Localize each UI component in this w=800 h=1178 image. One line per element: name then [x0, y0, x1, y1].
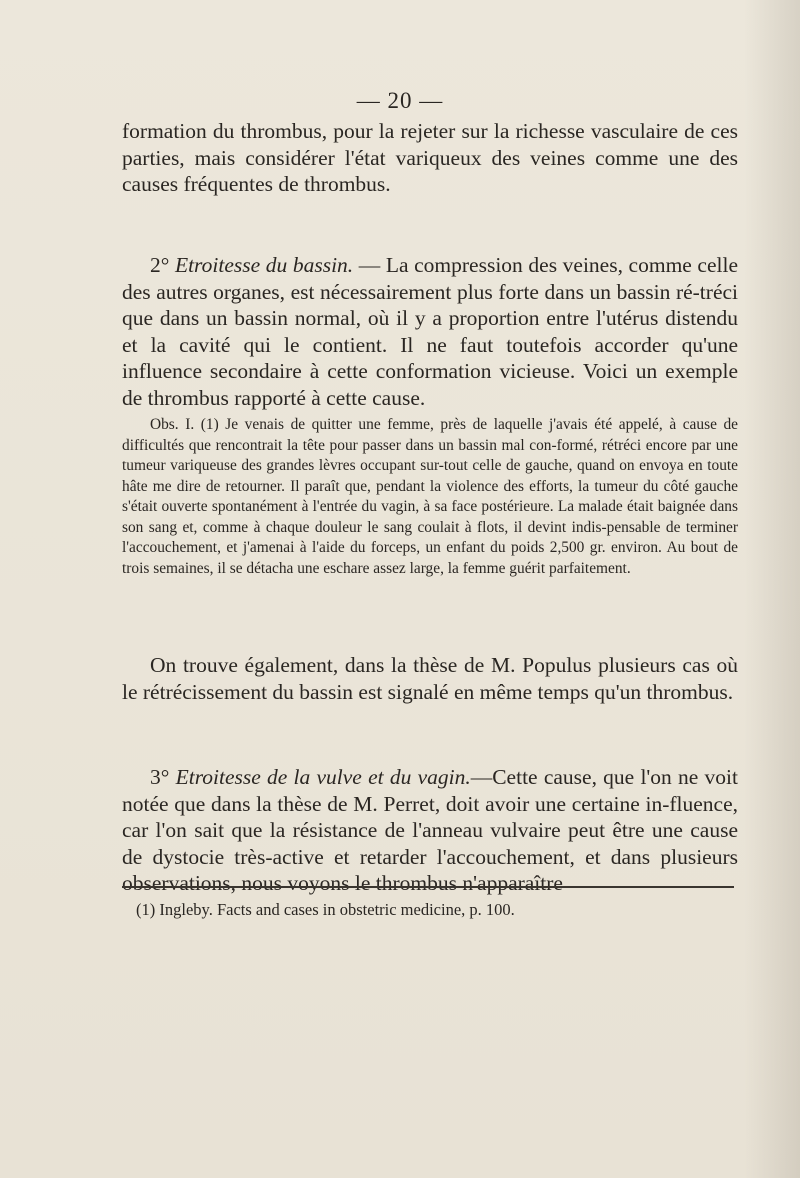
- section-heading: Etroitesse du bassin.: [174, 253, 354, 277]
- paragraph-continuation: [122, 118, 738, 198]
- paragraph-text: formation du thrombus, pour la rejeter sur la richesse vasculaire de ces parties, mais considérer l'état variqueux des veines comme une des causes fréquentes de thrombus.: [122, 119, 738, 197]
- section-number: 2°: [150, 253, 170, 277]
- footnote: (1) Ingleby. Facts and cases in obstetric medicine, p. 100.: [136, 900, 515, 919]
- section-heading: Etroitesse de la vulve et du vagin.: [175, 765, 471, 789]
- section-body: — La compression des veines, comme celle des autres organes, est nécessairement plus forte dans un bassin ré-tréci que dans un bassin normal, où il y a proportion entre l'utérus distendu et la cavité qui le contient. Il ne faut toutefois accorder qu'une influence secondaire à cette conformation vicieuse. Voici un exemple de thrombus rapporté à cette cause.: [122, 253, 738, 410]
- paragraph-text: On trouve également, dans la thèse de M. Populus plusieurs cas où le rétrécissement du bassin est signalé en même temps qu'un thrombus.: [122, 653, 738, 704]
- section-narrow-pelvis: [122, 252, 738, 412]
- section-number: 3°: [150, 765, 170, 789]
- section-narrow-vulva: [122, 764, 738, 897]
- page-number: — 20 —: [356, 88, 444, 113]
- footnote-divider: [122, 886, 734, 888]
- observation-body: Je venais de quitter une femme, près de laquelle j'avais été appelé, à cause de difficultés que rencontrait la tête pour passer dans un bassin mal con-formé, rétréci encore par une tumeur variqueuse des grandes lèvres occupant sur-tout celle de gauche, quand on envoya en toute hâte me dire de retourner. Il paraît que, pendant la violence des efforts, la tumeur du côté gauche s'était ouverte spontanément à l'entrée du vagin, à sa face postérieure. La malade était baignée dans son sang et, comme à chaque douleur le sang coulait à flots, il devint indis-pensable de terminer l'accouchement, et j'amenai à l'aide du forceps, un enfant du poids 2,500 gr. environ. Au bout de trois semaines, il se détacha une eschare assez large, la femme guérit parfaitement.: [122, 416, 738, 577]
- section-body: —Cette cause, que l'on ne voit notée que dans la thèse de M. Perret, doit avoir une certaine in-fluence, car l'on sait que la résistance de l'anneau vulvaire peut être une cause de dystocie très-active et retarder l'accouchement, et dans plusieurs observations, nous voyons le thrombus n'apparaître: [122, 765, 739, 896]
- observation-label: Obs. I. (1): [150, 416, 219, 433]
- paragraph-populus: [122, 652, 738, 705]
- observation-block: [122, 415, 738, 579]
